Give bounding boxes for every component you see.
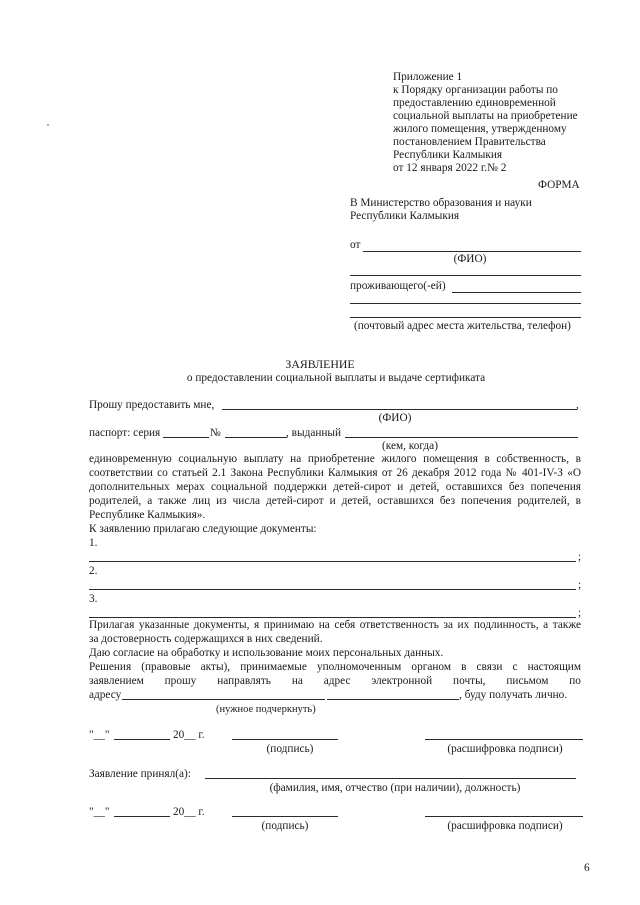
date-day-field[interactable]: "__" <box>89 729 110 741</box>
word: на <box>291 675 303 687</box>
paragraph-line: дополнительных мерах социальной поддержки детей-сирот и детей, оставшихся без попечения <box>89 481 581 493</box>
residing-label: проживающего(-ей) <box>350 280 446 292</box>
appendix-line: к Порядку организации работы по <box>393 84 558 96</box>
signature-caption: (подпись) <box>261 820 309 832</box>
word: электронной <box>371 675 433 687</box>
decoding-caption: (расшифровка подписи) <box>447 743 563 755</box>
accepted-caption: (фамилия, имя, отчество (при наличии), должность) <box>269 782 521 794</box>
decisions-line-2 <box>89 675 581 688</box>
address-label: адресу <box>89 689 122 701</box>
appendix-line: Республики Калмыкия <box>393 149 503 161</box>
word: прошу <box>164 675 197 687</box>
residing-field-line[interactable] <box>452 292 581 293</box>
postal-address-field[interactable] <box>122 699 325 700</box>
issued-label: , выданный <box>286 427 342 439</box>
decoding-field[interactable] <box>425 816 583 817</box>
ministry-line-2: Республики Калмыкия <box>350 210 460 222</box>
semicolon: ; <box>578 607 582 619</box>
consent-line: Даю согласие на обработку и использование моих персональных данных. <box>89 647 444 659</box>
responsibility-line-2: за достоверность содержащихся в них сведений. <box>89 633 323 645</box>
appendix-line: предоставлению единовременной <box>393 97 556 109</box>
word: адрес <box>323 675 351 687</box>
email-field[interactable] <box>327 699 459 700</box>
appendix-line: от 12 января 2022 г.№ 2 <box>393 162 507 174</box>
scan-speck <box>47 124 49 126</box>
passport-number-field[interactable] <box>225 437 287 438</box>
signature-caption: (подпись) <box>266 743 314 755</box>
issued-by-field[interactable] <box>345 437 578 438</box>
date-year: 20__ г. <box>173 729 205 741</box>
decoding-caption: (расшифровка подписи) <box>447 820 563 832</box>
appendix-line: жилого помещения, утвержденному <box>393 123 567 135</box>
issued-caption: (кем, когда) <box>382 440 438 452</box>
word: направлять <box>217 675 271 687</box>
attach-label: К заявлению прилагаю следующие документы: <box>89 523 317 535</box>
address-caption: (почтовый адрес места жительства, телефон) <box>354 320 571 332</box>
passport-series-label: паспорт: серия <box>89 427 161 439</box>
attachment-number-1: 1. <box>89 537 98 549</box>
date-month-field[interactable] <box>114 816 170 817</box>
word: письмом <box>506 675 549 687</box>
underline-caption: (нужное подчеркнуть) <box>216 704 316 715</box>
form-label: ФОРМА <box>538 179 580 191</box>
attachment-field-3[interactable] <box>89 617 576 618</box>
appendix-line: социальной выплаты на приобретение <box>393 110 578 122</box>
signature-field[interactable] <box>232 816 338 817</box>
attachment-field-2[interactable] <box>89 589 576 590</box>
passport-series-field[interactable] <box>163 437 209 438</box>
paragraph-line: единовременную социальную выплату на приобретение жилого помещения в собственность, в <box>89 453 581 465</box>
applicant-fio-line[interactable] <box>222 409 577 410</box>
semicolon: ; <box>578 579 582 591</box>
decisions-line-1: Решения (правовые акты), принимаемые уполномоченным органом в связи с настоящим <box>89 661 581 673</box>
address-field-line-1[interactable] <box>350 303 581 304</box>
attachment-number-3: 3. <box>89 593 98 605</box>
word: заявлением <box>89 675 144 687</box>
personally-label: , буду получать лично. <box>459 689 568 701</box>
appendix-line: Приложение 1 <box>393 71 463 83</box>
document-subtitle: о предоставлении социальной выплаты и выдаче сертификата <box>186 372 486 384</box>
from-label: от <box>350 239 361 251</box>
attachment-number-2: 2. <box>89 565 98 577</box>
document-title: ЗАЯВЛЕНИЕ <box>285 357 355 371</box>
attachment-field-1[interactable] <box>89 561 576 562</box>
paragraph-line: родителей, а также лиц из числа детей-сирот и детей, оставшихся без попечения родителей, в <box>89 495 581 507</box>
ministry-line-1: В Министерство образования и науки <box>350 197 532 209</box>
decoding-field[interactable] <box>425 739 583 740</box>
applicant-fio-caption: (ФИО) <box>378 412 412 424</box>
appendix-line: постановлением Правительства <box>393 136 546 148</box>
date-day-field[interactable]: "__" <box>89 806 110 818</box>
word: по <box>569 675 581 687</box>
fio-field-line[interactable] <box>363 251 581 252</box>
signature-field[interactable] <box>232 739 338 740</box>
responsibility-line-1: Прилагая указанные документы, я принимаю на себя ответственность за их подлинность, а также <box>89 619 581 631</box>
accepted-label: Заявление принял(а): <box>89 768 191 780</box>
semicolon: ; <box>578 551 582 563</box>
date-month-field[interactable] <box>114 739 170 740</box>
fio-field-line-2[interactable] <box>350 275 581 276</box>
date-year: 20__ г. <box>173 806 205 818</box>
number-sign: № <box>210 427 221 439</box>
paragraph-line-last: Республике Калмыкия». <box>89 509 206 521</box>
fio-caption: (ФИО) <box>453 253 487 265</box>
word: почты, <box>453 675 486 687</box>
address-field-line-2[interactable] <box>350 317 581 318</box>
request-label: Прошу предоставить мне, <box>89 399 215 411</box>
page-number: 6 <box>584 862 590 874</box>
accepted-by-field[interactable] <box>205 778 576 779</box>
paragraph-line: соответствии со статьей 2.1 Закона Республики Калмыкия от 26 декабря 2012 года № 401-IV-З «О <box>89 467 581 479</box>
